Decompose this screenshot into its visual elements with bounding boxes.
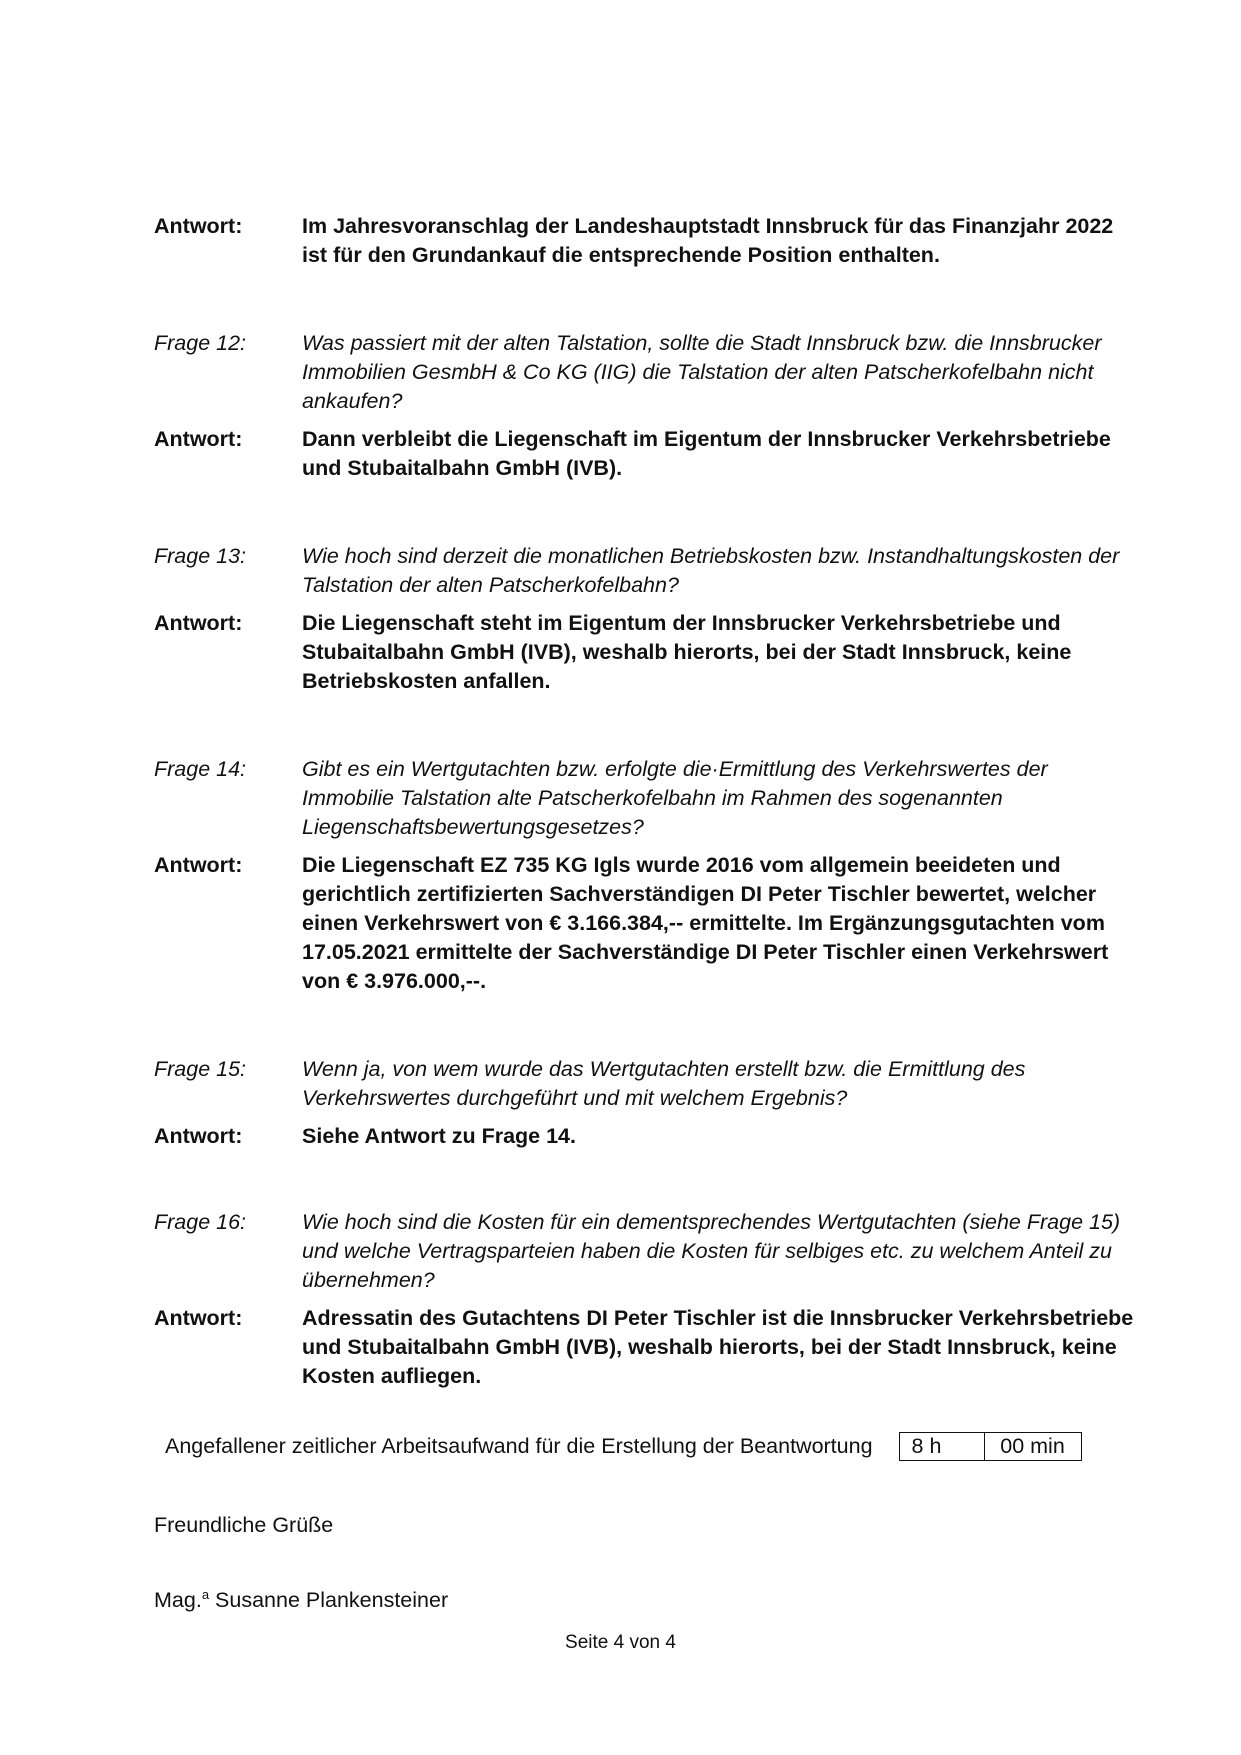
answer-label: Antwort: [154, 1124, 243, 1148]
question-text: Gibt es ein Wertgutachten bzw. erfolgte die·Ermittlung des Verkehrswertes der Immobilie Talstation alte Patscherkofelbahn im Rahmen des sogenannten Liegenschaftsbewertungsgesetzes? [302, 757, 1048, 839]
page-number: Seite 4 von 4 [565, 1632, 676, 1653]
answer-label: Antwort: [154, 611, 243, 635]
question-text: Was passiert mit der alten Talstation, sollte die Stadt Innsbruck bzw. die Innsbrucker Immobilien GesmbH & Co KG (IIG) die Talstation der alten Patscherkofelbahn nicht ankaufen? [302, 331, 1102, 413]
answer-block-13 [154, 609, 1154, 696]
answer-text: Dann verbleibt die Liegenschaft im Eigentum der Innsbrucker Verkehrsbetriebe und Stubaitalbahn GmbH (IVB). [302, 427, 1111, 480]
answer-block-15 [154, 1122, 1154, 1151]
answer-block-12 [154, 425, 1154, 483]
signature-name: Susanne Plankensteiner [209, 1588, 449, 1612]
workload-minutes: 00 min [1000, 1434, 1065, 1458]
question-block-15 [154, 1055, 1154, 1113]
answer-label: Antwort: [154, 853, 243, 877]
workload-label: Angefallener zeitlicher Arbeitsaufwand für die Erstellung der Beantwortung [165, 1434, 873, 1458]
question-block-16 [154, 1208, 1154, 1295]
answer-block-16 [154, 1304, 1154, 1391]
workload-row [165, 1432, 1082, 1461]
question-block-14 [154, 755, 1154, 842]
question-text: Wie hoch sind die Kosten für ein dementsprechendes Wertgutachten (siehe Frage 15) und welche Vertragsparteien haben die Kosten für selbiges etc. zu welchem Anteil zu übernehmen? [302, 1210, 1121, 1292]
signature [154, 1586, 448, 1615]
question-label: Frage 15: [154, 1057, 247, 1081]
answer-block-14 [154, 851, 1154, 996]
question-label: Frage 14: [154, 757, 247, 781]
closing-greeting: Freundliche Grüße [154, 1513, 334, 1537]
question-label: Frage 12: [154, 331, 247, 355]
question-block-12 [154, 329, 1154, 416]
answer-text: Im Jahresvoranschlag der Landeshauptstadt Innsbruck für das Finanzjahr 2022 ist für den Grundankauf die entsprechende Position enthalten. [302, 214, 1114, 267]
question-text: Wie hoch sind derzeit die monatlichen Betriebskosten bzw. Instandhaltungskosten der Talstation der alten Patscherkofelbahn? [302, 544, 1120, 597]
answer-label: Antwort: [154, 214, 243, 238]
intro-answer-block [154, 212, 1154, 270]
question-label: Frage 16: [154, 1210, 247, 1234]
answer-label: Antwort: [154, 1306, 243, 1330]
question-text: Wenn ja, von wem wurde das Wertgutachten erstellt bzw. die Ermittlung des Verkehrswertes durchgeführt und mit welchem Ergebnis? [302, 1057, 1026, 1110]
answer-text: Adressatin des Gutachtens DI Peter Tischler ist die Innsbrucker Verkehrsbetriebe und Stubaitalbahn GmbH (IVB), weshalb hierorts, bei der Stadt Innsbruck, keine Kosten aufliegen. [302, 1306, 1134, 1388]
workload-hours: 8 h [900, 1433, 985, 1460]
signature-title-suffix: a [201, 1586, 210, 1602]
answer-text: Die Liegenschaft EZ 735 KG Igls wurde 2016 vom allgemein beeideten und gerichtlich zertifizierten Sachverständigen DI Peter Tischler bewertet, welcher einen Verkehrswert von € 3.166.384,-- ermittelte. Im Ergänzungsgutachten vom 17.05.2021 ermittelte der Sachverständige DI Peter Tischler einen Verkehrswert von € 3.976.000,--. [302, 853, 1109, 993]
answer-text: Siehe Antwort zu Frage 14. [302, 1124, 576, 1148]
workload-box [899, 1432, 1082, 1461]
signature-title: Mag. [154, 1588, 202, 1612]
question-label: Frage 13: [154, 544, 247, 568]
question-block-13 [154, 542, 1154, 600]
answer-label: Antwort: [154, 427, 243, 451]
answer-text: Die Liegenschaft steht im Eigentum der Innsbrucker Verkehrsbetriebe und Stubaitalbahn GmbH (IVB), weshalb hierorts, bei der Stadt Innsbruck, keine Betriebskosten anfallen. [302, 611, 1072, 693]
